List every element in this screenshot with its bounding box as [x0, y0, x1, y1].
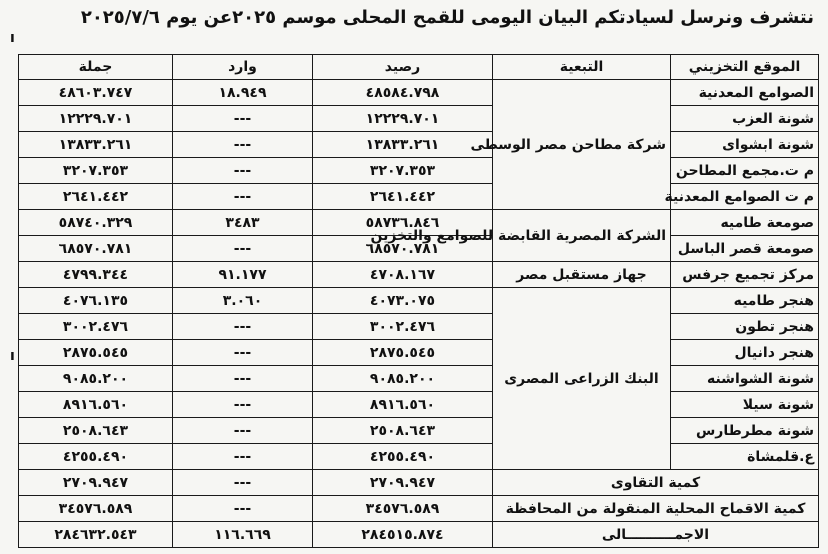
- location-cell: ع.قلمشاة: [671, 444, 819, 470]
- col-incoming: وارد: [173, 55, 313, 80]
- location-cell: م ت الصوامع المعدنية: [671, 184, 819, 210]
- table-row: [19, 236, 819, 262]
- incoming-cell: ---: [173, 184, 313, 210]
- total-cell: ٣٠٠٢.٤٧٦: [19, 314, 173, 340]
- location-cell: شونة الشواشنه: [671, 366, 819, 392]
- location-cell: الصوامع المعدنية: [671, 80, 819, 106]
- location-cell: شونة مطرطارس: [671, 418, 819, 444]
- affiliation-cell: الشركة المصرية القابضة للصوامع والتخزين: [493, 210, 671, 262]
- balance-cell: ٢٨٤٥١٥.٨٧٤: [313, 522, 493, 548]
- total-cell: ٢٧٠٩.٩٤٧: [19, 470, 173, 496]
- balance-cell: ٤٠٧٣.٠٧٥: [313, 288, 493, 314]
- balance-cell: ٢٥٠٨.٦٤٣: [313, 418, 493, 444]
- total-cell: ٨٩١٦.٥٦٠: [19, 392, 173, 418]
- incoming-cell: ---: [173, 392, 313, 418]
- incoming-cell: ٣٤٨٣: [173, 210, 313, 236]
- col-total: جملة: [19, 55, 173, 80]
- report-heading: نتشرف ونرسل لسيادتكم البيان اليومى للقمح المحلى موسم ٢٠٢٥عن يوم ٢٠٢٥/٧/٦: [80, 7, 814, 28]
- table-row: [19, 80, 819, 106]
- affiliation-cell: البنك الزراعى المصرى: [493, 288, 671, 470]
- balance-cell: ٢٧٠٩.٩٤٧: [313, 470, 493, 496]
- location-cell: شونة ابشواى: [671, 132, 819, 158]
- balance-cell: ٤٢٥٥.٤٩٠: [313, 444, 493, 470]
- seeds-row: [19, 470, 819, 496]
- balance-cell: ٤٨٥٨٤.٧٩٨: [313, 80, 493, 106]
- location-cell: هنجر تطون: [671, 314, 819, 340]
- balance-cell: ٣٢٠٧.٣٥٣: [313, 158, 493, 184]
- table-row: [19, 184, 819, 210]
- balance-cell: ٩٠٨٥.٢٠٠: [313, 366, 493, 392]
- col-location: الموقع التخزيني: [671, 55, 819, 80]
- total-cell: ٤٠٧٦.١٣٥: [19, 288, 173, 314]
- incoming-cell: ---: [173, 314, 313, 340]
- transferred-row: [19, 496, 819, 522]
- total-cell: ٤٢٥٥.٤٩٠: [19, 444, 173, 470]
- table-row: [19, 392, 819, 418]
- location-cell: هنجر طاميه: [671, 288, 819, 314]
- table-row: [19, 314, 819, 340]
- seeds-label: كمية التقاوى: [493, 470, 819, 496]
- incoming-cell: ---: [173, 106, 313, 132]
- total-cell: ١٢٢٢٩.٧٠١: [19, 106, 173, 132]
- col-balance: رصيد: [313, 55, 493, 80]
- location-cell: شونة العزب: [671, 106, 819, 132]
- col-affiliation: التبعية: [493, 55, 671, 80]
- balance-cell: ٦٨٥٧٠.٧٨١: [313, 236, 493, 262]
- balance-cell: ٥٨٧٣٦.٨٤٦: [313, 210, 493, 236]
- incoming-cell: ٣.٠٦٠: [173, 288, 313, 314]
- location-cell: صومعة طاميه: [671, 210, 819, 236]
- total-cell: ٢٨٧٥.٥٤٥: [19, 340, 173, 366]
- balance-cell: ١٢٢٢٩.٧٠١: [313, 106, 493, 132]
- incoming-cell: ---: [173, 418, 313, 444]
- incoming-cell: ---: [173, 366, 313, 392]
- total-cell: ٣٢٠٧.٣٥٣: [19, 158, 173, 184]
- incoming-cell: ---: [173, 158, 313, 184]
- incoming-cell: ---: [173, 470, 313, 496]
- grand-total-row: [19, 522, 819, 548]
- header-row: [19, 55, 819, 80]
- total-cell: ٢٥٠٨.٦٤٣: [19, 418, 173, 444]
- balance-cell: ٣٤٥٧٦.٥٨٩: [313, 496, 493, 522]
- total-cell: ٣٤٥٧٦.٥٨٩: [19, 496, 173, 522]
- table-row: [19, 158, 819, 184]
- table-row: [19, 262, 819, 288]
- incoming-cell: ---: [173, 132, 313, 158]
- total-cell: ٩٠٨٥.٢٠٠: [19, 366, 173, 392]
- margin-mark: ı: [10, 348, 15, 364]
- total-cell: ٤٨٦٠٣.٧٤٧: [19, 80, 173, 106]
- balance-cell: ٣٠٠٢.٤٧٦: [313, 314, 493, 340]
- total-cell: ٥٨٧٤٠.٣٢٩: [19, 210, 173, 236]
- balance-cell: ١٣٨٣٣.٢٦١: [313, 132, 493, 158]
- incoming-cell: ١١٦.٦٦٩: [173, 522, 313, 548]
- table-row: [19, 340, 819, 366]
- transferred-label: كمية الاقماح المحلية المنقولة من المحافظة: [493, 496, 819, 522]
- total-cell: ٤٧٩٩.٣٤٤: [19, 262, 173, 288]
- wheat-report-table: [18, 54, 819, 548]
- incoming-cell: ---: [173, 340, 313, 366]
- affiliation-cell: جهاز مستقبل مصر: [493, 262, 671, 288]
- table-row: [19, 366, 819, 392]
- location-cell: م ت.مجمع المطاحن: [671, 158, 819, 184]
- total-cell: ٦٨٥٧٠.٧٨١: [19, 236, 173, 262]
- grand-total-label: الاجمــــــــــالى: [493, 522, 819, 548]
- incoming-cell: ---: [173, 496, 313, 522]
- total-cell: ١٣٨٣٣.٢٦١: [19, 132, 173, 158]
- table-row: [19, 106, 819, 132]
- total-cell: ٢٦٤١.٤٤٢: [19, 184, 173, 210]
- location-cell: صومعة قصر الباسل: [671, 236, 819, 262]
- location-cell: مركز تجميع جرفس: [671, 262, 819, 288]
- incoming-cell: ---: [173, 236, 313, 262]
- balance-cell: ٢٦٤١.٤٤٢: [313, 184, 493, 210]
- incoming-cell: ---: [173, 444, 313, 470]
- balance-cell: ٤٧٠٨.١٦٧: [313, 262, 493, 288]
- table-row: [19, 444, 819, 470]
- table-row: [19, 210, 819, 236]
- incoming-cell: ٩١.١٧٧: [173, 262, 313, 288]
- total-cell: ٢٨٤٦٣٢.٥٤٣: [19, 522, 173, 548]
- location-cell: هنجر دانيال: [671, 340, 819, 366]
- location-cell: شونة سيلا: [671, 392, 819, 418]
- table-row: [19, 288, 819, 314]
- incoming-cell: ١٨.٩٤٩: [173, 80, 313, 106]
- margin-mark: ı: [10, 30, 15, 46]
- affiliation-cell: شركة مطاحن مصر الوسطى: [493, 80, 671, 210]
- table-row: [19, 132, 819, 158]
- table-row: [19, 418, 819, 444]
- balance-cell: ٢٨٧٥.٥٤٥: [313, 340, 493, 366]
- balance-cell: ٨٩١٦.٥٦٠: [313, 392, 493, 418]
